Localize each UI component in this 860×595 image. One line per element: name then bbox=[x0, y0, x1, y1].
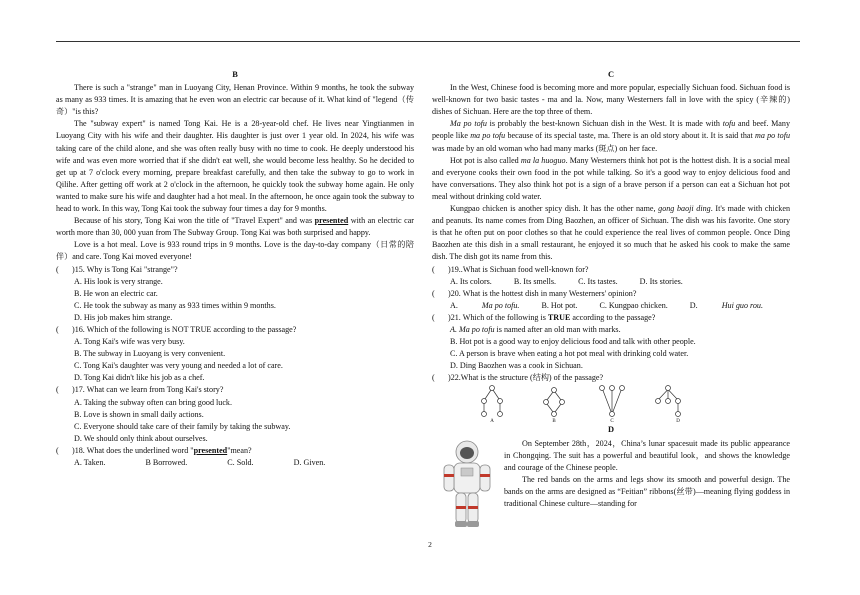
option-c: C. Tong Kai's daughter was very young and needed a lot of care. bbox=[74, 361, 283, 371]
options-row bbox=[432, 300, 790, 312]
option-d: D. Tong Kai didn't like his job as a chef. bbox=[74, 373, 205, 383]
right-column bbox=[432, 69, 790, 510]
astronaut-spacesuit-icon bbox=[438, 438, 496, 530]
answer-blank[interactable]: ( bbox=[432, 288, 435, 298]
question-17 bbox=[56, 384, 414, 396]
diagram-label-d: D bbox=[676, 419, 680, 425]
option-c: C. Its tastes. bbox=[578, 276, 618, 286]
option-d: D. We should only think about ourselves. bbox=[74, 433, 208, 443]
option-b: B Borrowed. bbox=[145, 458, 188, 467]
section-d-body bbox=[432, 438, 790, 511]
top-rule bbox=[56, 41, 800, 42]
question-19 bbox=[432, 264, 790, 276]
option-b: B. He won an electric car. bbox=[74, 288, 158, 298]
italic-term: ma po tofu bbox=[470, 131, 506, 141]
question-18 bbox=[56, 445, 414, 457]
text-span: Hot pot is also called bbox=[450, 155, 521, 165]
italic-term: A. Ma po tofu bbox=[450, 324, 495, 334]
answer-blank[interactable]: ( bbox=[56, 445, 59, 455]
italic-term: Ma po tofu bbox=[450, 119, 487, 129]
option-d: D. Ding Baozhen was a cook in Sichuan. bbox=[450, 361, 583, 371]
text-span: . Many Westerners think hot pot is the hottest dish. It is a social meal and everyone cooks their own food in the pot while talking. So it's a good way to enjoy delicious food and have conversations. They also think hot pot is a sign of a brave person if a person can eat a Sichuan hot pot meal without drinking cold water. bbox=[432, 155, 791, 201]
section-d-paragraph-1: On September 28th，2024，China’s lunar spacesuit made its public appearance in Chongqing. The suit has a powerful and beautiful look，and shows the knowledge and courage of the Chinese people. bbox=[504, 438, 790, 472]
question-15 bbox=[56, 264, 414, 276]
diagram-label-a: A bbox=[490, 419, 494, 425]
answer-blank[interactable]: ( bbox=[56, 385, 59, 395]
section-b-title: B bbox=[232, 70, 238, 79]
text-span: is probably the best-known Sichuan dish in the West. It is made with bbox=[486, 119, 723, 129]
structure-diagrams bbox=[472, 384, 790, 424]
option-c: C. He took the subway as many as 933 times within 9 months. bbox=[74, 300, 276, 310]
answer-blank[interactable]: ( bbox=[432, 373, 435, 383]
option-d: D. Its stories. bbox=[639, 276, 683, 286]
option-c: C. Everyone should take care of their family by taking the subway. bbox=[74, 421, 291, 431]
options-row bbox=[432, 276, 790, 288]
italic-term: Hui guo rou. bbox=[721, 300, 763, 310]
italic-term: ma la huoguo bbox=[520, 155, 566, 165]
text-span: )21. Which of the following is bbox=[448, 312, 548, 322]
option-b: B. The subway in Luoyang is very convenient. bbox=[74, 349, 226, 359]
left-column bbox=[56, 69, 414, 469]
answer-blank[interactable]: ( bbox=[56, 324, 59, 334]
text-span: )18. What does the underlined word " bbox=[72, 445, 194, 455]
option-c: C. Sold. bbox=[227, 458, 254, 467]
question-text: )19..What is Sichuan food well-known for? bbox=[448, 264, 589, 274]
option-b: B. Hot pot is a good way to enjoy delicious food and talk with other people. bbox=[450, 337, 696, 347]
option-d bbox=[690, 300, 763, 312]
option-a bbox=[432, 324, 790, 336]
question-text: )15. Why is Tong Kai "strange"? bbox=[72, 264, 178, 274]
options-row bbox=[56, 457, 414, 469]
option-b: B. Love is shown in small daily actions. bbox=[74, 409, 204, 419]
italic-term: ma po tofu bbox=[754, 131, 791, 141]
option-a: A. His look is very strange. bbox=[74, 276, 163, 286]
question-text bbox=[448, 312, 790, 324]
option-a: A. Its colors. bbox=[450, 276, 492, 286]
text-span: Because of his story, Tong Kai won the title of "Travel Expert" and was bbox=[74, 216, 315, 226]
structure-diagram-options bbox=[472, 384, 722, 424]
question-21 bbox=[432, 312, 790, 324]
section-c-title: C bbox=[607, 70, 615, 79]
italic-term: tofu bbox=[722, 119, 736, 129]
question-22 bbox=[432, 372, 790, 384]
text-span: . It's made with chicken and peanuts. Its name comes from Ding Baozhen, an officer of Sichuan. The dish was his favorite. One story is that he often put on poor clothes so that he could experience the real lives of common people. Once Ding Baozhen ate this dish in a small restaurant, he enjoyed it so much that he asked his cook to make the same dish. The dish got its name from this. bbox=[432, 204, 790, 262]
section-b-paragraph-2: The "subway expert" is named Tong Kai. He is a 28-year-old chef. He lives near Yingtianmen in Luoyang City with his wife and their daughter. His daughter is just over 1 year old. In 2024, his wife was taking care of the child alone, and she was often really busy with no time to cook. He deeply understood his wife and was even more worried that if she didn't eat well, she would become less healthy. So he decided to get up at 7 o'clock every morning, prepare breakfast carefully, and then take the subway to go to work in Qilihe. After getting off work at 2 o'clock in the afternoon, he quickly took the subway home again. He only wanted to make sure his wife and daughter had a hot meal. In the afternoon, he once again took the subway to head to work. In this way, Tong Kai took the subway four times a day for 9 months. bbox=[56, 119, 414, 214]
text-span: was made by an old woman who had many marks (斑点) on her face. bbox=[432, 143, 658, 153]
diagram-label-c: C bbox=[610, 419, 614, 425]
underlined-word: presented bbox=[193, 445, 228, 455]
answer-blank[interactable]: ( bbox=[56, 264, 59, 274]
option-letter: A. bbox=[450, 300, 460, 310]
option-a: A. Taking the subway often can bring good luck. bbox=[74, 397, 232, 407]
underlined-word: presented bbox=[314, 216, 349, 226]
text-span: and beef. Many people like bbox=[432, 119, 790, 141]
answer-blank[interactable]: ( bbox=[432, 312, 435, 322]
page-number: 2 bbox=[428, 540, 432, 549]
bold-word: TRUE bbox=[547, 312, 571, 322]
section-c-paragraph-3 bbox=[432, 155, 790, 203]
option-d: D. Given. bbox=[293, 458, 326, 467]
answer-blank[interactable]: ( bbox=[432, 264, 435, 274]
question-16 bbox=[56, 324, 414, 336]
option-a: A. Taken. bbox=[74, 458, 106, 467]
question-20 bbox=[432, 288, 790, 300]
italic-term: gong baoji ding bbox=[658, 204, 711, 214]
question-text: )16. Which of the following is NOT TRUE according to the passage? bbox=[72, 324, 297, 334]
option-d: D. His job makes him strange. bbox=[74, 312, 173, 322]
question-text: )17. What can we learn from Tong Kai's story? bbox=[72, 385, 224, 395]
option-b: B. Hot pot. bbox=[541, 300, 578, 310]
text-span: Kungpao chicken is another spicy dish. It has the other name, bbox=[450, 204, 659, 214]
option-c: C. A person is brave when eating a hot pot meal with drinking cold water. bbox=[450, 349, 689, 359]
option-b: B. Its smells. bbox=[513, 276, 557, 286]
section-d-text bbox=[504, 438, 790, 511]
question-text bbox=[72, 445, 414, 457]
section-b-paragraph-1: There is such a "strange" man in Luoyang City, Henan Province. Within 9 months, he took the subway as many as 933 times. It is amazing that he even won an electric car because of it. What kind of "legend（传奇）"is this? bbox=[56, 83, 414, 117]
option-c: C. Kungpao chicken. bbox=[599, 300, 668, 310]
option-letter: D. bbox=[689, 300, 700, 310]
text-span: according to the passage? bbox=[570, 312, 656, 322]
section-c-paragraph-4 bbox=[432, 203, 790, 263]
section-c-paragraph-2 bbox=[432, 118, 790, 154]
diagram-label-b: B bbox=[552, 419, 556, 425]
option-a: A. Tong Kai's wife was very busy. bbox=[74, 337, 185, 347]
text-span: with an electric car worth more than 30, 000 yuan from The Subway Group. Tong Kai was both surprised and happy. bbox=[56, 216, 414, 238]
option-a bbox=[450, 300, 519, 312]
text-span: "mean? bbox=[227, 445, 252, 455]
section-c-paragraph-1: In the West, Chinese food is becoming more and more popular, especially Sichuan food. Sichuan food is well-known for two basic tastes - ma and la. Now, many Westerners fall in love with the spicy (辛辣的) dishes of Sichuan. Here are the top three of them. bbox=[432, 83, 790, 117]
section-b-paragraph-4: Love is a hot meal. Love is 933 round trips in 9 months. Love is the day-to-day company（日常的陪伴）and care. Tong Kai moved everyone! bbox=[56, 240, 414, 262]
italic-term: Ma po tofu. bbox=[481, 300, 520, 310]
section-d-title: D bbox=[607, 425, 615, 435]
question-text: )22.What is the structure (结构) of the passage? bbox=[448, 373, 604, 383]
text-span: is named after an old man with marks. bbox=[494, 324, 621, 334]
question-text: )20. What is the hottest dish in many Westerners' opinion? bbox=[448, 288, 637, 298]
section-b-paragraph-3 bbox=[56, 215, 414, 239]
text-span: because of its special taste, ma. There is an old story about it. It is said that bbox=[505, 131, 755, 141]
section-d-paragraph-2: The red bands on the arms and legs show its smooth and powerful design. The bands on the arms are designed as “Feitian” ribbons(丝带)—meaning flying goddess in traditional Chinese culture—standing for bbox=[504, 474, 790, 508]
